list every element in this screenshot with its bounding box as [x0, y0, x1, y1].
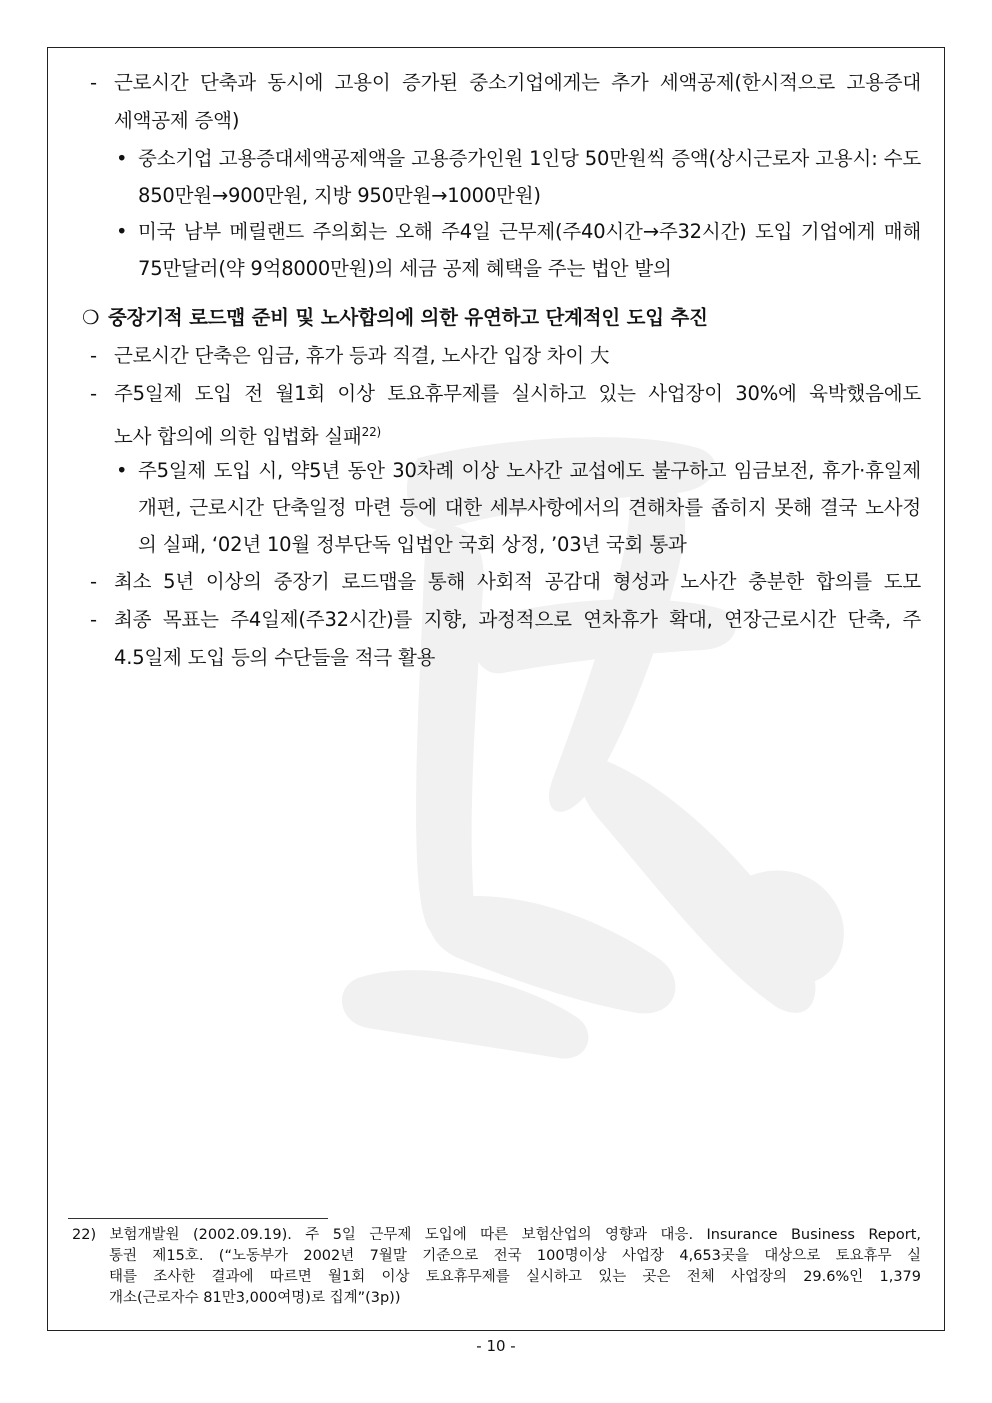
- bullet-1-line-1: 근로시간 단축과 동시에 고용이 증가된 중소기업에게는 추가 세액공제(한시적으로 고용증대: [114, 71, 921, 94]
- dot-marker: •: [116, 220, 128, 243]
- dot-marker: •: [116, 459, 128, 482]
- dash-marker: -: [90, 344, 98, 367]
- sub-bullet-1-line-2: 850만원→900만원, 지방 950만원→1000만원): [138, 184, 541, 207]
- bullet-5-line-2: 4.5일제 도입 등의 수단들을 적극 활용: [114, 646, 436, 669]
- footnote-reference[interactable]: 22): [361, 425, 381, 439]
- footnote-line-4: 개소(근로자수 81만3,000여명)로 집계”(3p)): [109, 1290, 401, 1306]
- sub-bullet-3-line-3: 의 실패, ‘02년 10월 정부단독 입법안 국회 상정, ’03년 국회 통과: [138, 533, 687, 556]
- sub-bullet-3-line-1: 주5일제 도입 시, 약5년 동안 30차례 이상 노사간 교섭에도 불구하고 임금보전, 휴가·휴일제: [138, 459, 921, 482]
- dash-marker: -: [90, 570, 98, 593]
- bullet-5-line-1: 최종 목표는 주4일제(주32시간)를 지향, 과정적으로 연차휴가 확대, 연장근로시간 단축, 주: [114, 608, 921, 631]
- footnote-divider: [68, 1218, 328, 1219]
- dot-marker: •: [116, 147, 128, 170]
- bullet-4-text: 최소 5년 이상의 중장기 로드맵을 통해 사회적 공감대 형성과 노사간 충분한 합의를 도모: [114, 570, 921, 593]
- footnote-line-1: 22) 보험개발원 (2002.09.19). 주 5일 근무제 도입에 따른 보험산업의 영향과 대응. Insurance Business Report,: [72, 1227, 921, 1243]
- sub-bullet-3-line-2: 개편, 근로시간 단축일정 마련 등에 대한 세부사항에서의 견해차를 좁히지 못해 결국 노사정: [138, 496, 921, 519]
- footnote-line-2: 통권 제15호. (“노동부가 2002년 7월말 기준으로 전국 100명이상 사업장 4,653곳을 대상으로 토요휴무 실: [109, 1248, 921, 1264]
- footnote-line-3: 태를 조사한 결과에 따르면 월1회 이상 토요휴무제를 실시하고 있는 곳은 전체 사업장의 29.6%인 1,379: [109, 1269, 921, 1285]
- page-frame: [47, 47, 945, 1331]
- dash-marker: -: [90, 608, 98, 631]
- dash-marker: -: [90, 71, 98, 94]
- bullet-2-text: 근로시간 단축은 임금, 휴가 등과 직결, 노사간 입장 차이 大: [114, 344, 610, 367]
- sub-bullet-2-line-1: 미국 남부 메릴랜드 주의회는 오해 주4일 근무제(주40시간→주32시간) 도입 기업에게 매해: [138, 220, 921, 243]
- circle-bullet-icon: ❍: [82, 306, 100, 329]
- section-heading: 중장기적 로드맵 준비 및 노사합의에 의한 유연하고 단계적인 도입 추진: [108, 306, 708, 329]
- page-number: - 10 -: [476, 1337, 516, 1355]
- sub-bullet-2-line-2: 75만달러(약 9억8000만원)의 세금 공제 혜택을 주는 법안 발의: [138, 257, 672, 280]
- sub-bullet-1-line-1: 중소기업 고용증대세액공제액을 고용증가인원 1인당 50만원씩 증액(상시근로자 고용시: 수도: [138, 147, 921, 170]
- dash-marker: -: [90, 382, 98, 405]
- bullet-1-line-2: 세액공제 증액): [114, 109, 240, 132]
- bullet-3-line-2: [114, 414, 381, 455]
- bullet-3-line-1: 주5일제 도입 전 월1회 이상 토요휴무제를 실시하고 있는 사업장이 30%에 육박했음에도: [114, 382, 921, 405]
- bullet-3-line-2-text: 노사 합의에 의한 입법화 실패: [114, 425, 362, 448]
